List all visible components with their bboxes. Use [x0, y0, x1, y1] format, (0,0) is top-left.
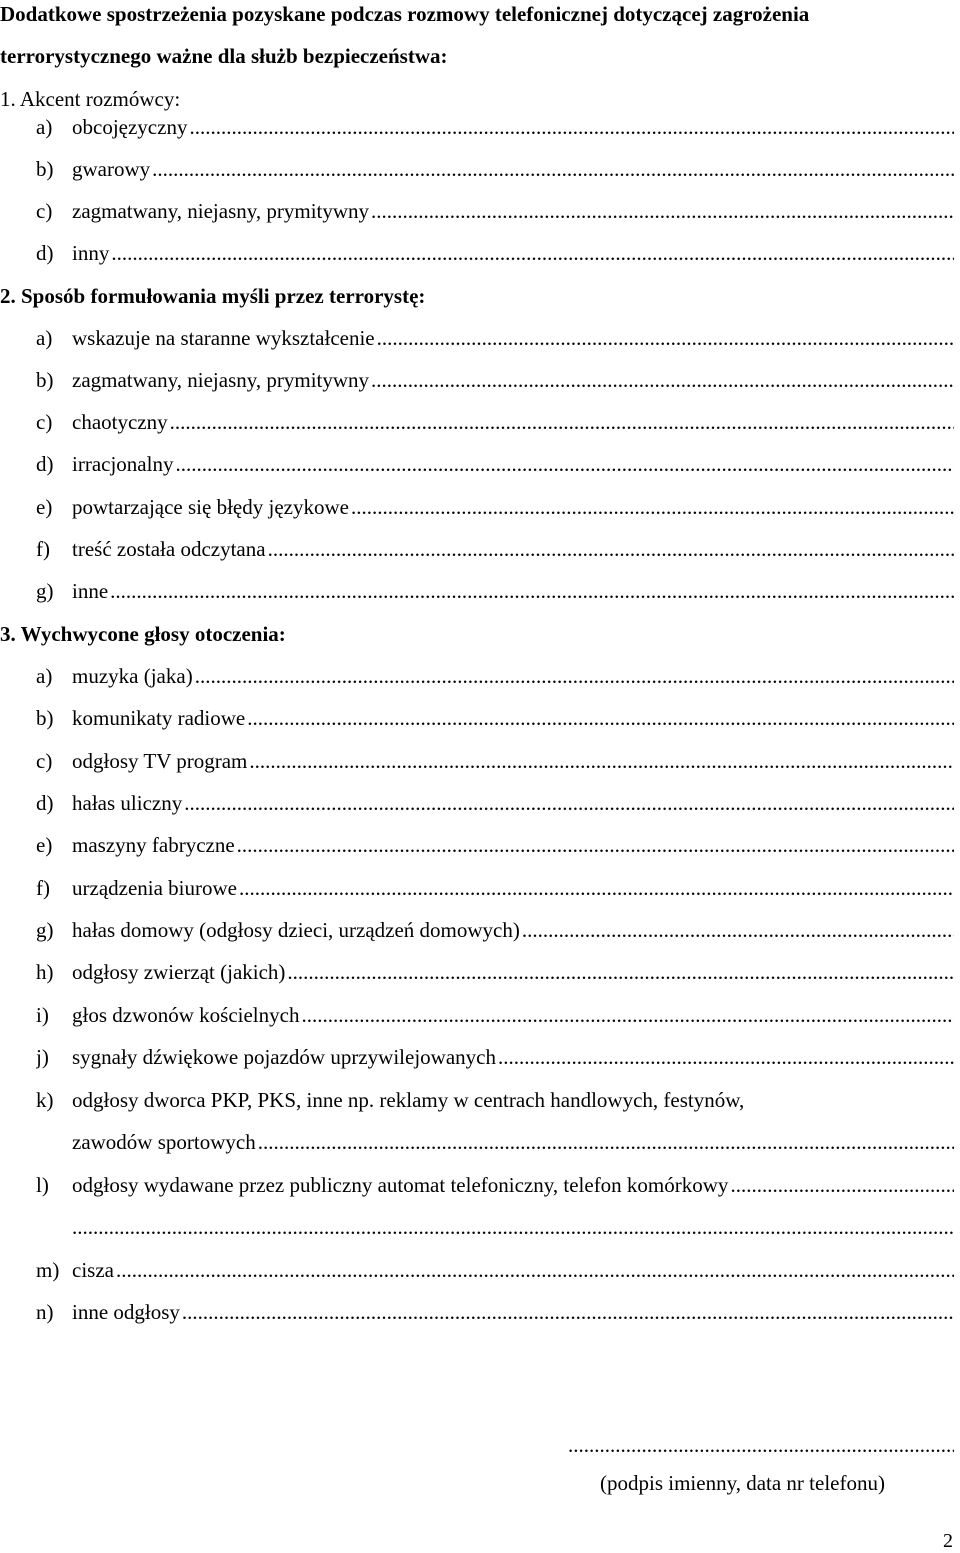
- list-item: a) muzyka (jaka) .....: [36, 664, 954, 690]
- section-3-title: 3. Wychwycone głosy otoczenia:: [0, 622, 286, 646]
- list-item: f) treść została odczytana .....: [36, 537, 954, 563]
- list-item: b) komunikaty radiowe .....: [36, 706, 954, 732]
- list-item: e) powtarzające się błędy językowe .....: [36, 495, 954, 521]
- list-item: a) wskazuje na staranne wykształcenie .....: [36, 326, 954, 352]
- list-item: m) cisza .....: [36, 1258, 954, 1284]
- list-item: i) głos dzwonów kościelnych .....: [36, 1003, 954, 1029]
- list-item: n) inne odgłosy .....: [36, 1300, 954, 1326]
- list-item: zawodów sportowych .....: [36, 1130, 954, 1156]
- list-item: k) odgłosy dworca PKP, PKS, inne np. reklamy w centrach handlowych, festynów,: [36, 1088, 745, 1112]
- list-item: d) irracjonalny .....: [36, 452, 954, 478]
- section-2-title: 2. Sposób formułowania myśli przez terrorystę:: [0, 284, 426, 308]
- list-item: b) zagmatwany, niejasny, prymitywny .....: [36, 368, 954, 394]
- list-item: g) inne .....: [36, 579, 954, 605]
- list-item: e) maszyny fabryczne .....: [36, 833, 954, 859]
- list-item: j) sygnały dźwiękowe pojazdów uprzywilejowanych .....: [36, 1045, 954, 1071]
- list-item: c) chaotyczny .....: [36, 410, 954, 436]
- list-item: g) hałas domowy (odgłosy dzieci, urządzeń domowych) .....: [36, 918, 954, 944]
- page-number: 2: [943, 1530, 953, 1552]
- signature-line: [568, 1433, 954, 1459]
- list-item: l) odgłosy wydawane przez publiczny automat telefoniczny, telefon komórkowy .....: [36, 1173, 954, 1199]
- list-item: c) odgłosy TV program .....: [36, 749, 954, 775]
- list-item: f) urządzenia biurowe .....: [36, 876, 954, 902]
- heading-line-2: terrorystycznego ważne dla służb bezpieczeństwa:: [0, 44, 448, 68]
- signature-label: (podpis imienny, data nr telefonu): [600, 1471, 885, 1495]
- heading-line-1: Dodatkowe spostrzeżenia pozyskane podczas rozmowy telefonicznej dotyczącej zagrożenia: [0, 2, 810, 26]
- list-item: d) hałas uliczny .....: [36, 791, 954, 817]
- continuation-dotted-line: [72, 1215, 954, 1241]
- list-item: c) zagmatwany, niejasny, prymitywny .....: [36, 199, 954, 225]
- list-item: b) gwarowy .....: [36, 157, 954, 183]
- list-item: h) odgłosy zwierząt (jakich) .....: [36, 960, 954, 986]
- list-item: a) obcojęzyczny .....: [36, 115, 954, 141]
- section-1-title: 1. Akcent rozmówcy:: [0, 87, 181, 111]
- list-item: d) inny .....: [36, 241, 954, 267]
